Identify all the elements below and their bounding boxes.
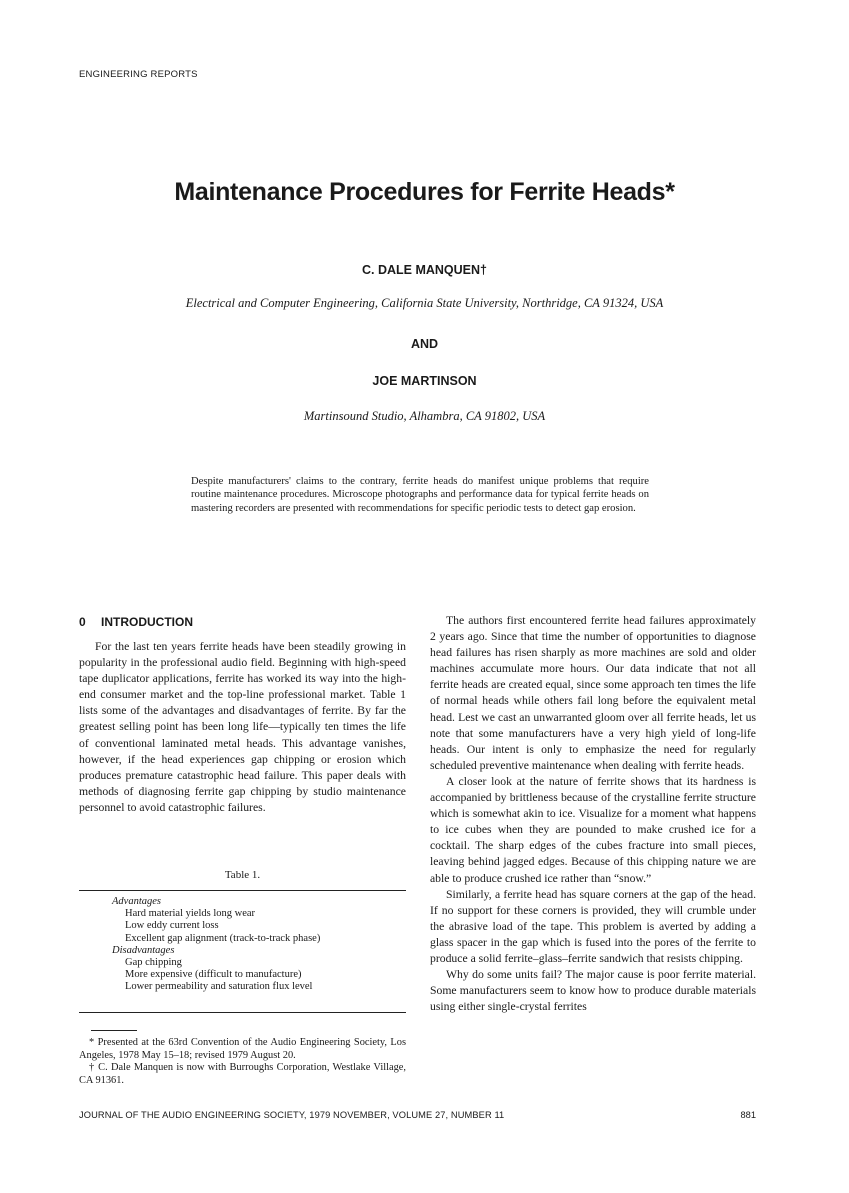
- journal-footer: JOURNAL OF THE AUDIO ENGINEERING SOCIETY, 1979 NOVEMBER, VOLUME 27, NUMBER 11: [79, 1110, 505, 1120]
- table-item: Gap chipping: [125, 957, 182, 969]
- paragraph: A closer look at the nature of ferrite shows that its hardness is accompanied by brittleness because of the crystalline ferrite structure which is somewhat akin to ice. Visualize for a moment what happens to ice cubes when they are pounded to make crushed ice for a cocktail. The sharp edges of the cubes fracture into small pieces, leaving behind jagged edges. Because of this chipping nature we are able to produce crushed ice rather than “snow.”: [430, 774, 756, 885]
- footnote: * Presented at the 63rd Convention of the Audio Engineering Society, Los Angeles, 1978 May 15–18; revised 1979 August 20.: [79, 1037, 406, 1061]
- section-heading: [79, 615, 193, 629]
- affiliation-2: Martinsound Studio, Alhambra, CA 91802, USA: [303, 409, 546, 423]
- paragraph: Similarly, a ferrite head has square corners at the gap of the head. If no support for these corners is provided, they will crumble under the abrasive load of the tape. This problem is averted by adding a glass spacer in the gap which is fused into the pores of the ferrite to produce a solid ferrite–glass–ferrite sandwich that resists chipping.: [430, 887, 756, 965]
- left-column-text: [79, 639, 406, 816]
- table-group-heading: Disadvantages: [112, 944, 175, 956]
- author-1: C. DALE MANQUEN†: [361, 263, 487, 277]
- table-item: Hard material yields long wear: [125, 908, 256, 920]
- table-caption: Table 1.: [224, 869, 261, 881]
- article-title: Maintenance Procedures for Ferrite Heads*: [174, 178, 675, 206]
- paragraph: For the last ten years ferrite heads have been steadily growing in popularity in the professional audio field. Beginning with high-speed tape duplicator applications, ferrite has worked its way into the high-end consumer market and the top-line professional market. Table 1 lists some of the advantages and disadvantages of ferrite. By far the greatest selling point has been long life—typically ten times the life of conventional laminated metal heads. This advantage vanishes, however, if the head experiences gap chipping or erosion which produces premature catastrophic head failure. This paper deals with methods of diagnosing ferrite gap chipping by studio maintenance personnel to avoid catastrophic failures.: [79, 640, 406, 814]
- table-group-heading: Advantages: [112, 896, 161, 907]
- paragraph: Why do some units fail? The major cause is poor ferrite material. Some manufacturers seem to know how to produce durable materials using either single-crystal ferrites: [430, 968, 756, 1014]
- table-item: Low eddy current loss: [125, 920, 219, 932]
- paragraph: The authors first encountered ferrite head failures approximately 2 years ago. Since that time the number of opportunities to diagnose head failures has risen sharply as more machines are sold and older machines accumulate more hours. Our data indicate that not all ferrite heads are created equal, since some approach ten times the life of normal heads while others fail long before the equivalent metal head. Lest we cast an unwarranted gloom over all ferrite heads, let us note that some manufacturers have a very high yield of long-life heads. Our intent is only to emphasize the need for regularly scheduled preventive maintenance when dealing with ferrite heads.: [430, 614, 756, 772]
- footnote: † C. Dale Manquen is now with Burroughs Corporation, Westlake Village, CA 91361.: [79, 1062, 406, 1086]
- table-item: More expensive (difficult to manufacture): [125, 969, 302, 981]
- abstract: Despite manufacturers' claims to the contrary, ferrite heads do manifest unique problems that require routine maintenance procedures. Microscope photographs and performance data for typical ferrite heads on mastering recorders are presented with recommendations for specific periodic tests to detect gap erosion.: [191, 476, 649, 514]
- table-1: [112, 896, 320, 994]
- running-header: ENGINEERING REPORTS: [79, 69, 198, 80]
- author-2: JOE MARTINSON: [372, 374, 477, 388]
- affiliation-1: Electrical and Computer Engineering, California State University, Northridge, CA 91324, USA: [185, 296, 664, 310]
- table-item: Excellent gap alignment (track-to-track phase): [125, 932, 321, 944]
- footnote-rule: [91, 1030, 137, 1031]
- author-conjunction: AND: [410, 337, 439, 351]
- table-item: Lower permeability and saturation flux level: [125, 981, 313, 993]
- section-title: INTRODUCTION: [101, 615, 193, 629]
- table-top-rule: [79, 890, 406, 891]
- footnotes: [79, 1037, 406, 1087]
- page-number: 881: [740, 1110, 756, 1120]
- right-column-text: [430, 613, 756, 1015]
- section-number: 0: [79, 615, 86, 629]
- table-bottom-rule: [79, 1012, 406, 1013]
